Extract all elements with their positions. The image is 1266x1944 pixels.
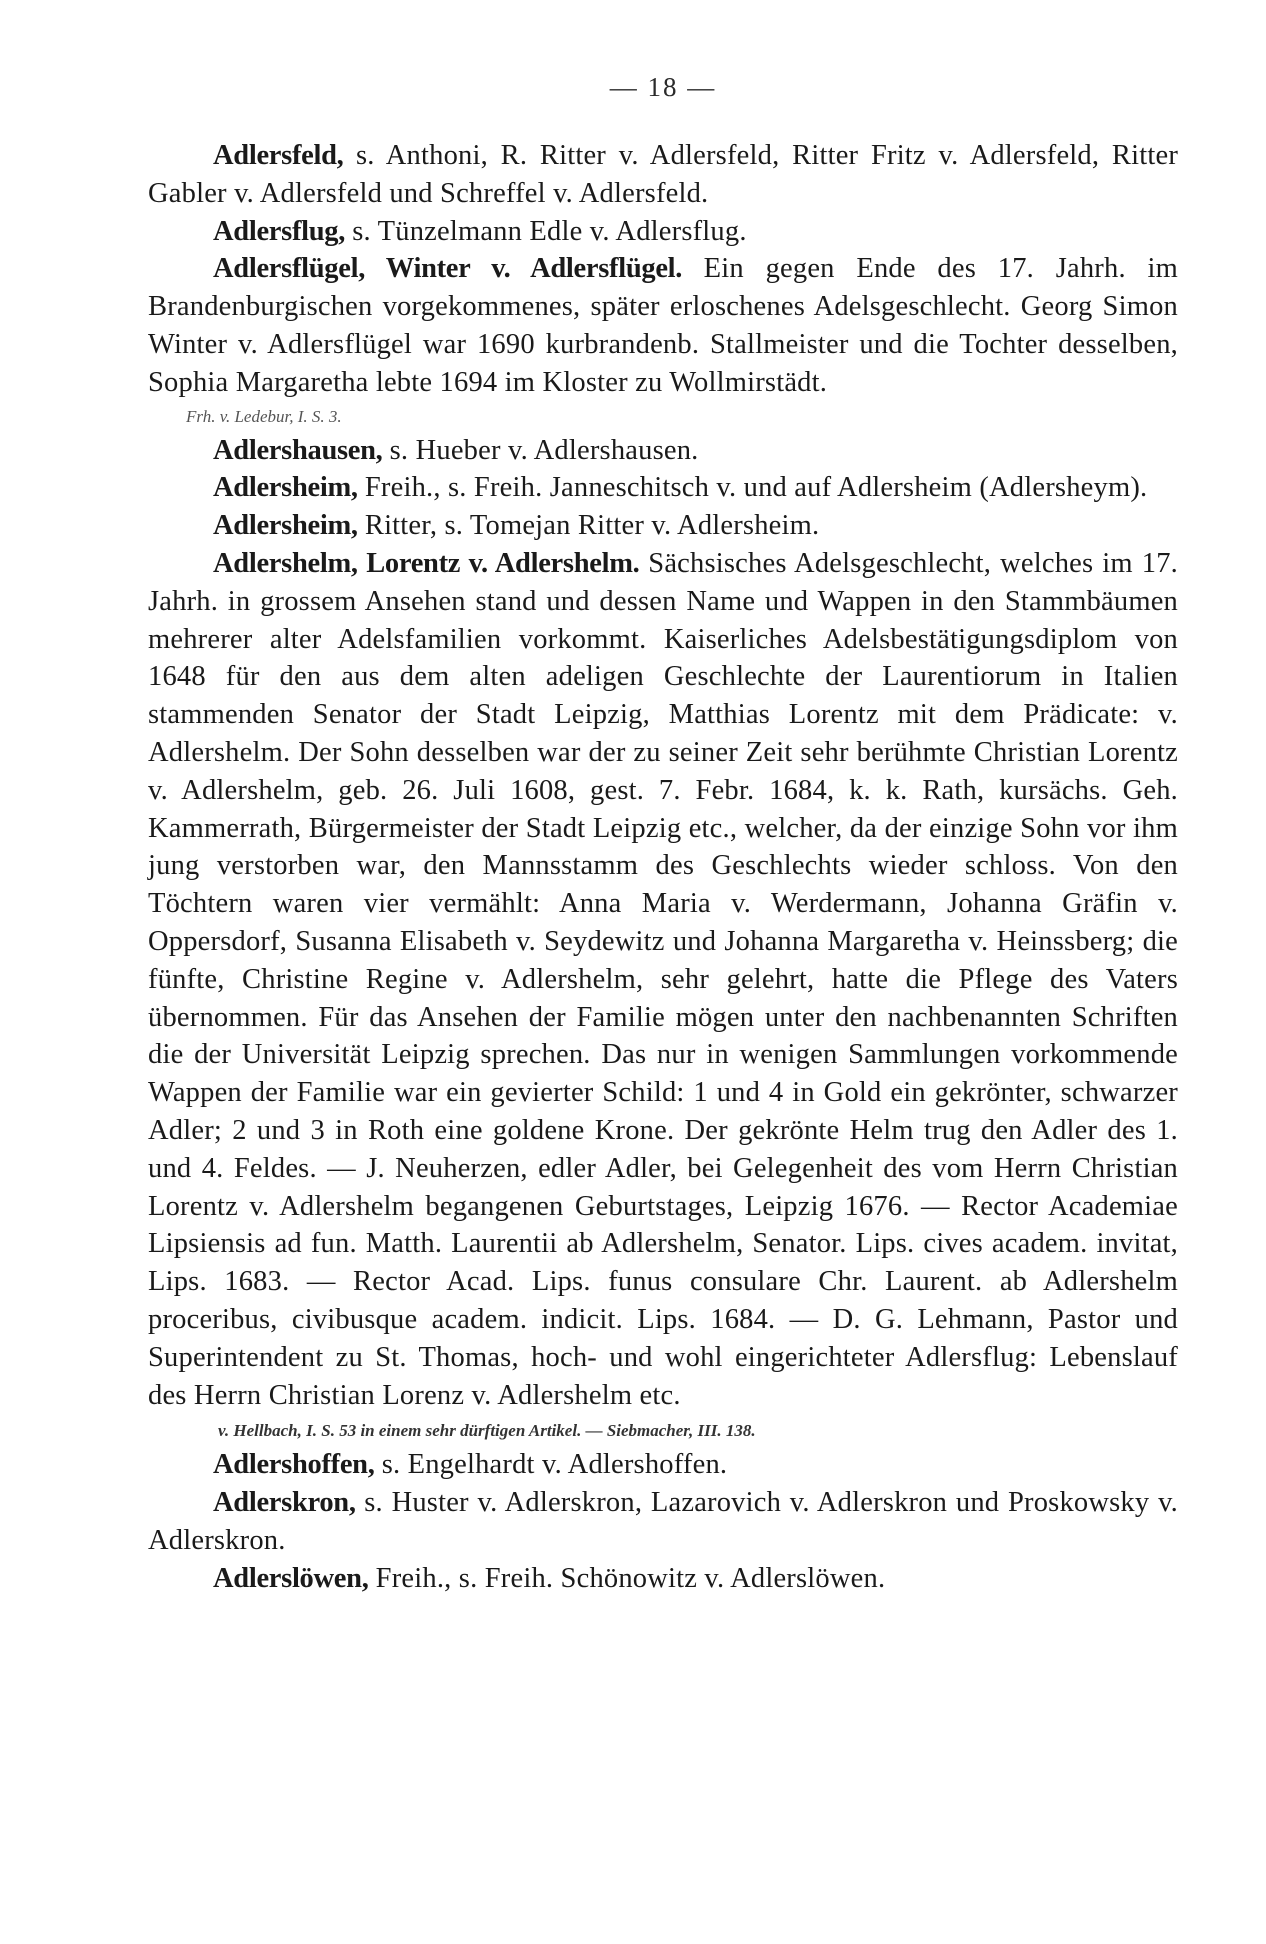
entry-adlershoffen [148,1446,1178,1484]
entry-adlerskron [148,1484,1178,1560]
entry-text: s. Tünzelmann Edle v. Adlersflug. [352,215,747,247]
source-reference: v. Hellbach, I. S. 53 in einem sehr dürftigen Artikel. — Siebmacher, III. 138. [218,1421,756,1441]
entry-text: s. Anthoni, R. Ritter v. Adlersfeld, Ritter Fritz v. Adlersfeld, Ritter Gabler v. Adlersfeld und Schreffel v. Adlersfeld. [148,140,1179,209]
source-reference: Frh. v. Ledebur, I. S. 3. [186,406,342,426]
entry-text: s. Hueber v. Adlershausen. [389,434,699,466]
document-page [148,60,1178,1597]
entry-adlershausen [148,432,1178,470]
entry-heading: Adlersflug, [213,215,346,247]
entry-text: Freih., s. Freih. Schönowitz v. Adlerslöwen. [375,1562,886,1594]
entry-text: s. Engelhardt v. Adlershoffen. [381,1449,728,1481]
entry-heading: Adlerslöwen, [213,1562,369,1594]
entry-adlersfeld [148,137,1178,213]
entry-adlersheim-ritter [148,507,1178,545]
entry-text: Ein gegen Ende des 17. Jahrh. im Brandenburgischen vorgekommenes, später erloschenes Adelsgeschlecht. Georg Simon Winter v. Adlersflügel war 1690 kurbrandenb. Stallmeister und die Tochter desselben, Sophia Margaretha lebte 1694 im Kloster zu Wollmirstädt. [148,253,1178,398]
entry-heading: Adlerskron, [213,1487,356,1519]
entry-adlersloewen [148,1560,1178,1598]
entry-text: s. Huster v. Adlerskron, Lazarovich v. Adlerskron und Proskowsky v. Adlerskron. [148,1487,1178,1556]
entry-adlersflug [148,213,1178,251]
entry-heading: Adlersheim, [213,472,358,504]
entry-adlersheim-freih [148,469,1178,507]
entry-text: Freih., s. Freih. Janneschitsch v. und auf Adlersheim (Adlersheym). [364,472,1148,504]
entry-text: Ritter, s. Tomejan Ritter v. Adlersheim. [364,510,820,542]
entry-adlersfluegel [148,250,1178,401]
entry-adlershelm [148,545,1178,1414]
entry-heading: Adlersfeld, [213,140,344,171]
entry-heading: Adlersheim, [213,510,358,542]
entry-heading: Adlershelm, Lorentz v. Adlershelm. [213,547,640,579]
entry-text: Sächsisches Adelsgeschlecht, welches im 17. Jahrh. in grossem Ansehen stand und dessen Name und Wappen in den Stammbäumen mehrerer alter Adelsfamilien vorkommt. Kaiserliches Adelsbestätigungsdiplom von 1648 für den aus dem alten adeligen Geschlechte der Laurentiorum in Italien stammenden Senator der Stadt Leipzig, Matthias Lorentz mit dem Prädicate: v. Adlershelm. Der Sohn desselben war der zu seiner Zeit sehr berühmte Christian Lorentz v. Adlershelm, geb. 26. Juli 1608, gest. 7. Febr. 1684, k. k. Rath, kursächs. Geh. Kammerrath, Bürgermeister der Stadt Leipzig etc., welcher, da der einzige Sohn vor ihm jung verstorben war, den Mannsstamm des Geschlechts wieder schloss. Von den Töchtern waren vier vermählt: Anna Maria v. Werdermann, Johanna Gräfin v. Oppersdorf, Susanna Elisabeth v. Seydewitz und Johanna Margaretha v. Heinssberg; die fünfte, Christine Regine v. Adlershelm, sehr gelehrt, hatte die Pflege des Vaters übernommen. Für das Ansehen der Familie mögen unter den nachbenannten Schriften die der Universität Leipzig sprechen. Das nur in wenigen Sammlungen vorkommende Wappen der Familie war ein gevierter Schild: 1 und 4 in Gold ein gekrönter, schwarzer Adler; 2 und 3 in Roth eine goldene Krone. Der gekrönte Helm trug den Adler des 1. und 4. Feldes. — J. Neuherzen, edler Adler, bei Gelegenheit des vom Herrn Christian Lorentz v. Adlershelm begangenen Geburtstages, Leipzig 1676. — Rector Academiae Lipsiensis ad fun. Matth. Laurentii ab Adlershelm, Senator. Lips. cives academ. invitat, Lips. 1683. — Rector Acad. Lips. funus consulare Chr. Laurent. ab Adlershelm proceribus, civibusque academ. indicit. Lips. 1684. — D. G. Lehmann, Pastor und Superintendent zu St. Thomas, hoch- und wohl eingerichteter Adlersflug: Lebenslauf des Herrn Christian Lorenz v. Adlershelm etc. [148,547,1178,1411]
entry-heading: Adlershoffen, [213,1449,375,1481]
page-number: — 18 — [609,72,717,102]
entry-heading: Adlershausen, [213,434,383,466]
entry-heading: Adlersflügel, Winter v. Adlersflügel. [213,253,683,285]
